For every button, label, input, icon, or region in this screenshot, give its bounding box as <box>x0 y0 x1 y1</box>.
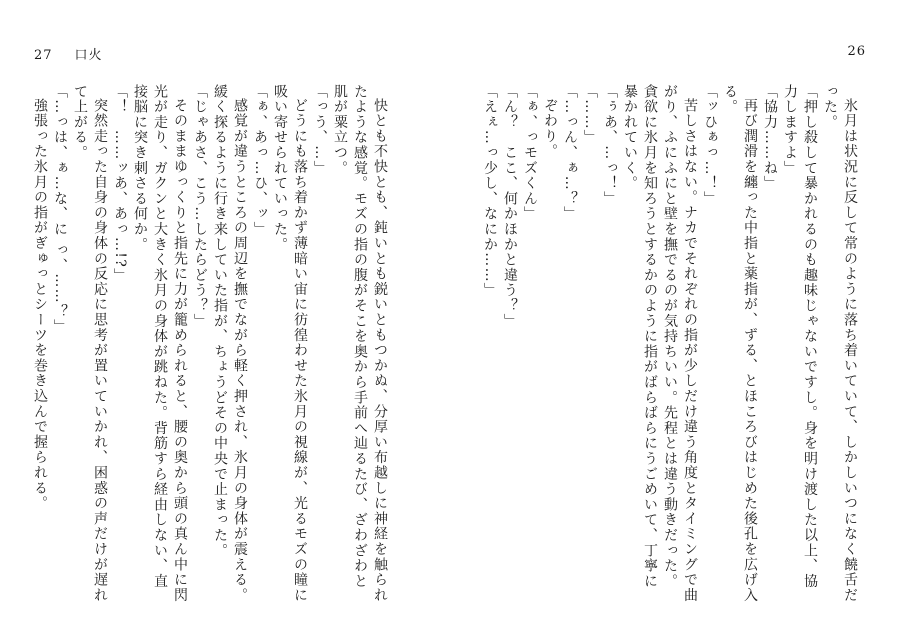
left-page-number: 27 <box>34 48 53 63</box>
narration-paragraph: 突然走った自身の身体の反応に思考が置いていかれ、困惑の声だけが遅れて上がる。 <box>72 84 108 603</box>
narration-paragraph: 再び潤滑を纏った中指と薬指が、ずる、とほころびはじめた後孔を広げ入る。 <box>722 84 758 603</box>
narration-paragraph: ぞわり。 <box>542 98 558 160</box>
right-page-number: 26 <box>847 44 866 59</box>
dialogue-line: 「！ ……ッあ、あっ…!?」 <box>112 84 128 284</box>
dialogue-line: 「ッひぁっ…！」 <box>702 84 718 207</box>
dialogue-line: 「…っは、ぁ…な、に っ、……？」 <box>52 84 68 335</box>
dialogue-line: 「…っん、ぁ…？」 <box>562 84 578 222</box>
left-page-body <box>30 84 390 604</box>
dialogue-line: 「じゃあさ、こう…したらどう？」 <box>192 84 208 329</box>
dialogue-line: 「押し殺して暴かれるのも趣味じゃないですし。身を明け渡した以上、協力しますよ」 <box>782 84 818 589</box>
dialogue-line: 「ぁ、っモズくん」 <box>522 84 538 222</box>
dialogue-line: 「えぇ…っ少し、なにか……」 <box>482 84 498 299</box>
narration-paragraph: 感覚が違うところの周辺を撫でながら軽く押され、氷月の身体が震える。緩く探るように行き来していた指が、ちょうどその中央で止まった。 <box>212 84 248 603</box>
narration-paragraph: 強張った氷月の指がぎゅっとシーツを巻き込んで握られる。 <box>32 98 48 512</box>
narration-paragraph: どうにも落ち着かず薄暗い宙に彷徨わせた氷月の視線が、光るモズの瞳に吸い寄せられていった。 <box>272 84 308 603</box>
narration-paragraph: そのままゆっくりと指先に力が籠められると、腰の奥から頭の真ん中に閃光が走り、ガクンと大きく氷月の身体が跳ねた。背筋すら経由しない、直接脳に突き刺さる何か。 <box>132 84 188 603</box>
narration-paragraph: 氷月は状況に反して常のように落ち着いていて、しかしいつになく饒舌だった。 <box>822 84 858 603</box>
dialogue-line: 「ぁ、あっ…ひ、ッ」 <box>252 84 268 237</box>
dialogue-line: 「……」 <box>582 84 598 146</box>
left-page-header <box>34 44 103 63</box>
dialogue-line: 「ん？ ここ、何かほかと違う？」 <box>502 84 518 329</box>
narration-paragraph: 苦しさはない。ナカでそれぞれの指が少しだけ違う角度とタイミングで曲がり、ふにふにと壁を撫でるのが気持ちいい。先程とは違う動きだった。貪欲に氷月を知ろうとするかのように指がばらばらにうごめいて、丁寧に暴かれていく。 <box>622 84 698 603</box>
narration-paragraph: 快とも不快とも、鈍いとも鋭いともつかぬ、分厚い布越しに神経を触られたような感覚。モズの指の腹がそこを奥から手前へ辿るたび、ざわざわと肌が粟立つ。 <box>332 84 388 603</box>
dialogue-line: 「協力……ね」 <box>762 84 778 192</box>
right-page-body <box>470 84 860 604</box>
dialogue-line: 「ぅあ、…っ！」 <box>602 84 618 207</box>
right-page-header <box>847 44 866 59</box>
dialogue-line: 「っう、…」 <box>312 84 328 176</box>
chapter-title: 口火 <box>74 48 103 63</box>
